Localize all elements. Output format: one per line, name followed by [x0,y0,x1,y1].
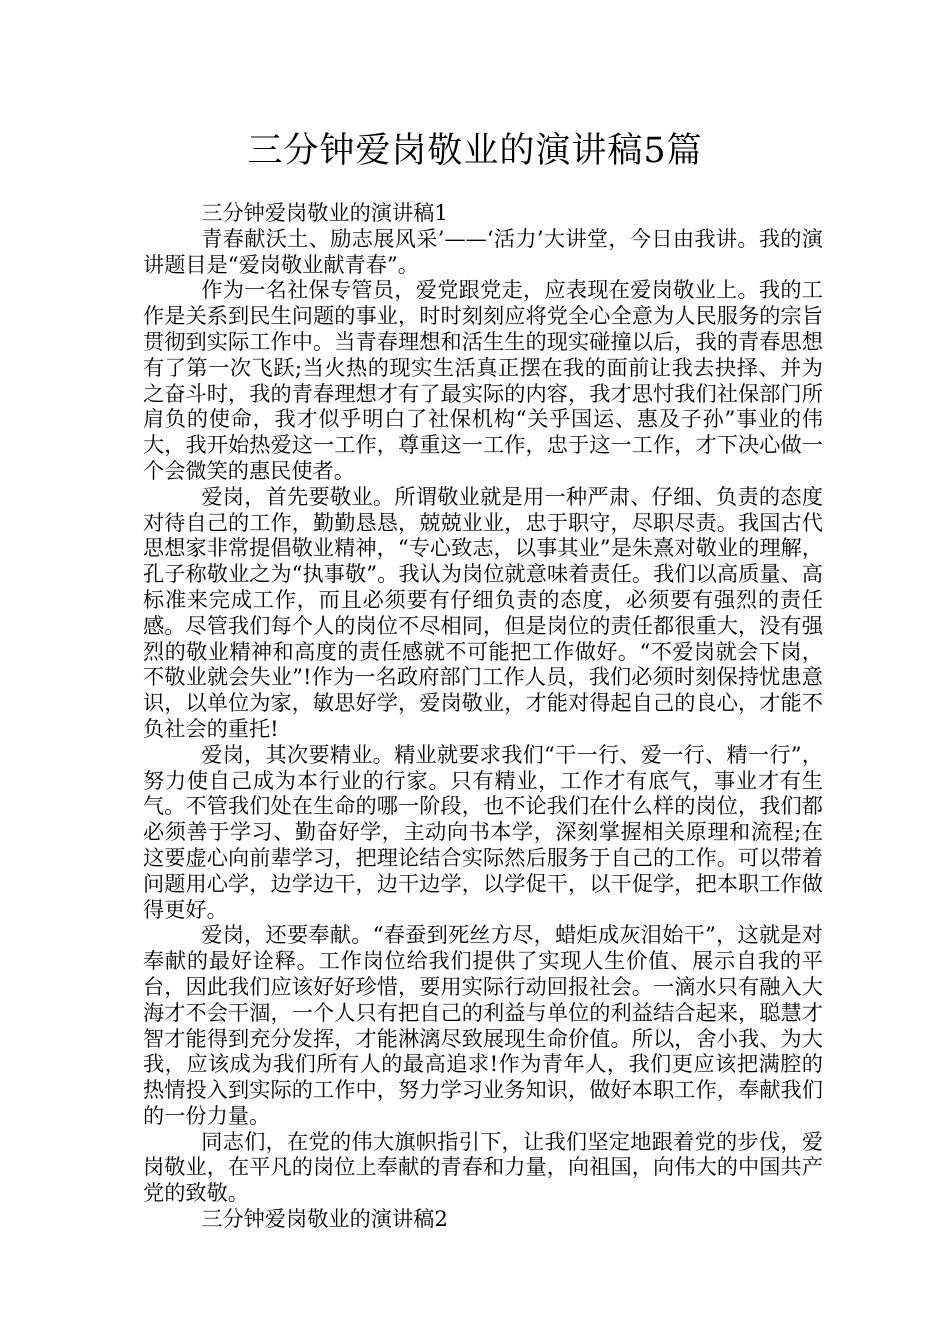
body-paragraph: 爱岗，其次要精业。精业就要求我们“干一行、爱一行、精一行”，努力使自己成为本行业的行家。只有精业，工作才有底气，事业才有生气。不管我们处在生命的哪一阶段，也不论我们在什么样的岗位，我们都必须善于学习、勤奋好学，主动向书本学，深刻掌握相关原理和流程;在这要虚心向前辈学习，把理论结合实际然后服务于自己的工作。可以带着问题用心学，边学边干，边干边学，以学促干，以干促学，把本职工作做得更好。 [143,741,823,922]
section-heading-1: 三分钟爱岗敬业的演讲稿1 [201,200,448,225]
body-paragraph: 青春献沃土、励志展风采’——‘活力’大讲堂，今日由我讲。我的演讲题目是“爱岗敬业献青春”。 [143,225,823,277]
document-title: 三分钟爱岗敬业的演讲稿5篇 [247,131,703,171]
body-paragraph: 爱岗，还要奉献。“春蚕到死丝方尽，蜡炬成灰泪始干”，这就是对奉献的最好诠释。工作岗位给我们提供了实现人生价值、展示自我的平台，因此我们应该好好珍惜，要用实际行动回报社会。一滴水只有融入大海才不会干涸，一个人只有把自己的利益与单位的利益结合起来，聪慧才智才能得到充分发挥，才能淋漓尽致展现生命价值。所以，舍小我、为大我，应该成为我们所有人的最高追求!作为青年人，我们更应该把满腔的热情投入到实际的工作中，努力学习业务知识，做好本职工作，奉献我们的一份力量。 [143,922,823,1128]
body-paragraph: 作为一名社保专管员，爱党跟党走，应表现在爱岗敬业上。我的工作是关系到民生问题的事业，时时刻刻应将党全心全意为人民服务的宗旨贯彻到实际工作中。当青春理想和活生生的现实碰撞以后，我的青春思想有了第一次飞跃;当火热的现实生活真正摆在我的面前让我去抉择、并为之奋斗时，我的青春理想才有了最实际的内容，我才思忖我们社保部门所肩负的使命，我才似乎明白了社保机构“关乎国运、惠及子孙”事业的伟大，我开始热爱这一工作，尊重这一工作，忠于这一工作，才下决心做一个会微笑的惠民使者。 [143,277,823,483]
section-heading-2: 三分钟爱岗敬业的演讲稿2 [201,1206,448,1232]
body-paragraph: 同志们，在党的伟大旗帜指引下，让我们坚定地跟着党的步伐，爱岗敬业，在平凡的岗位上奉献的青春和力量，向祖国，向伟大的中国共产党的致敬。 [143,1128,823,1206]
body-paragraph: 爱岗，首先要敬业。所谓敬业就是用一种严肃、仔细、负责的态度对待自己的工作，勤勤恳恳，兢兢业业，忠于职守，尽职尽责。我国古代思想家非常提倡敬业精神，“专心致志，以事其业”是朱熹对敬业的理解，孔子称敬业之为“执事敬”。我认为岗位就意味着责任。我们以高质量、高标准来完成工作，而且必须要有仔细负责的态度，必须要有强烈的责任感。尽管我们每个人的岗位不尽相同，但是岗位的责任都很重大，没有强烈的敬业精神和高度的责任感就不可能把工作做好。“不爱岗就会下岗，不敬业就会失业”!作为一名政府部门工作人员，我们必须时刻保持忧患意识，以单位为家，敏思好学，爱岗敬业，才能对得起自己的良心，才能不负社会的重托! [143,483,823,741]
document-body [143,200,823,1232]
